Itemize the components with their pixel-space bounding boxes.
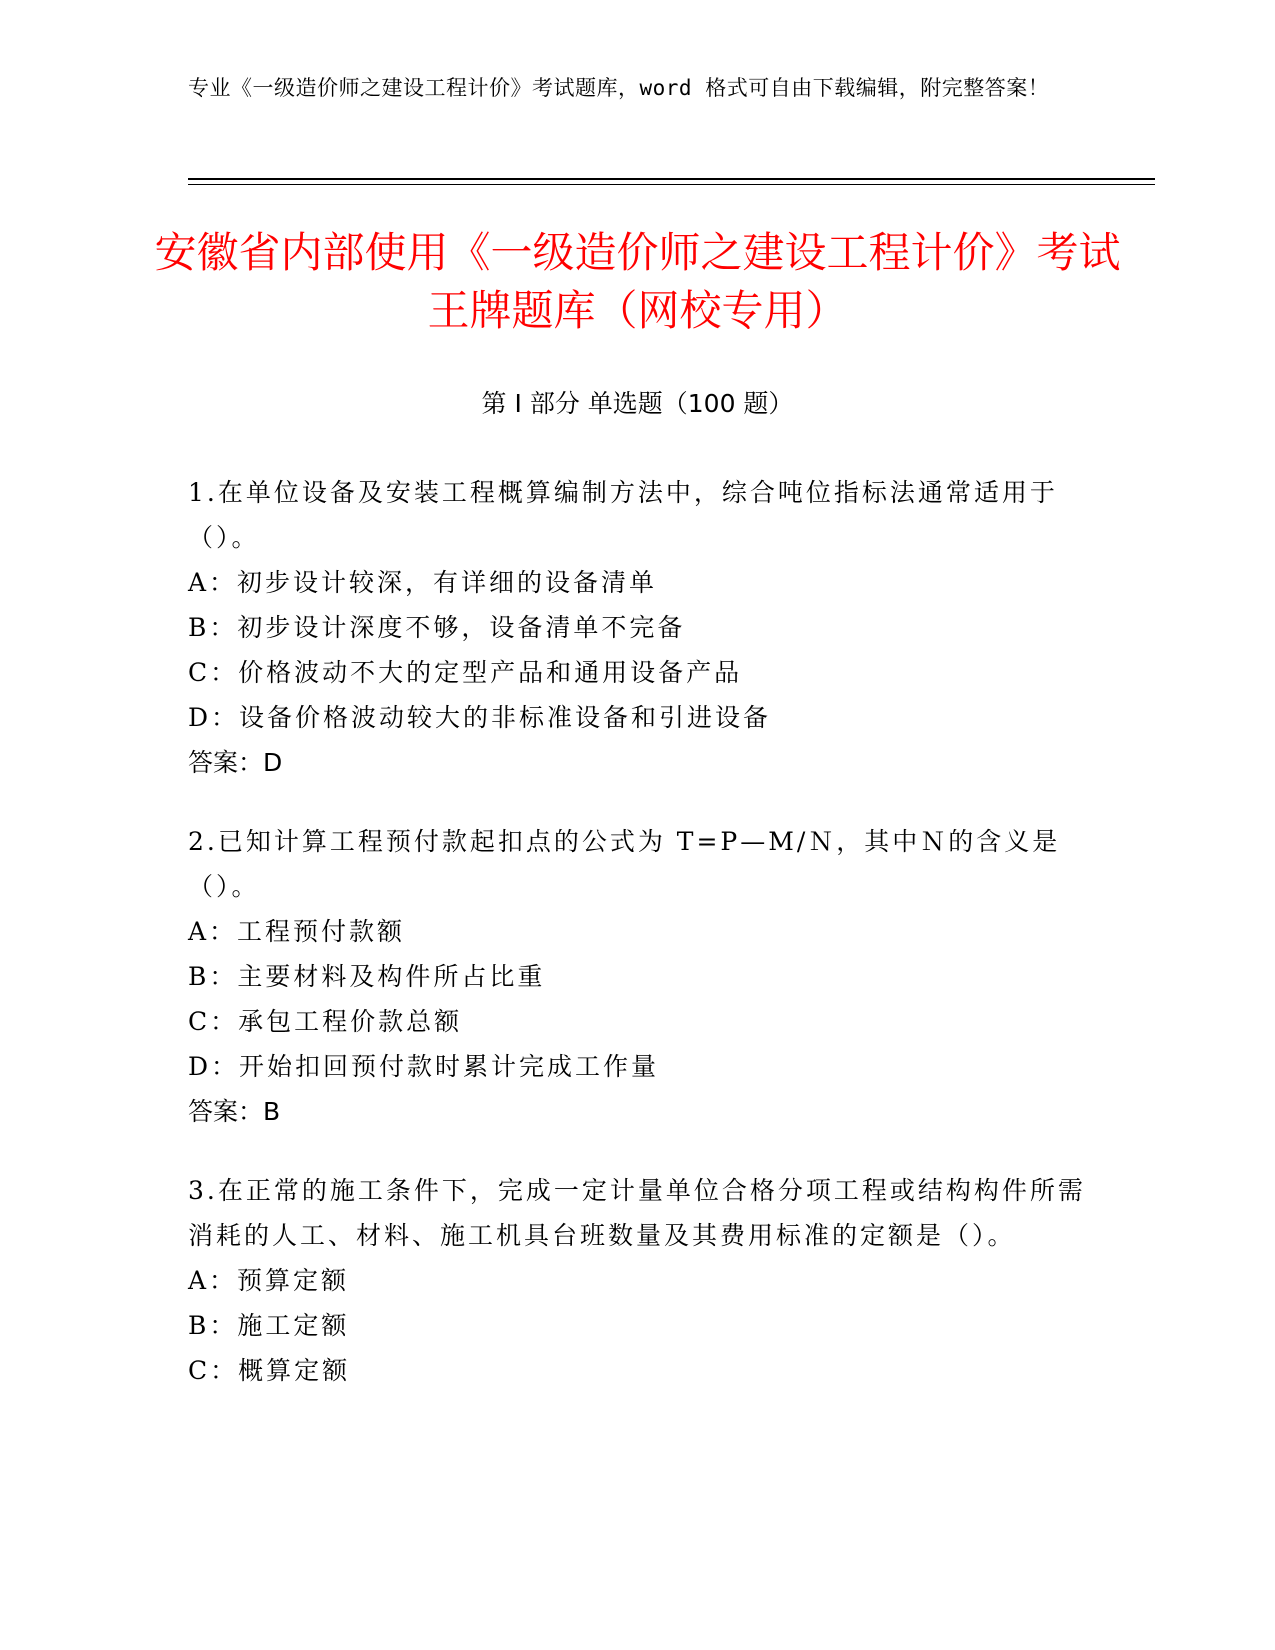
answer-line: 答案：B	[188, 1097, 281, 1126]
header-rule-thin	[188, 184, 1155, 185]
option-d: D：设备价格波动较大的非标准设备和引进设备	[188, 703, 772, 732]
section-heading: 第 I 部分 单选题（100 题）	[481, 389, 794, 418]
option-b: B：初步设计深度不够，设备清单不完备	[188, 613, 686, 642]
question-2	[188, 819, 1088, 1134]
option-d: D：开始扣回预付款时累计完成工作量	[188, 1052, 660, 1081]
question-stem: 1.在单位设备及安装工程概算编制方法中，综合吨位指标法通常适用于（）。	[188, 478, 1058, 552]
option-a: A：初步设计较深，有详细的设备清单	[188, 568, 658, 597]
option-b: B：主要材料及构件所占比重	[188, 962, 546, 991]
document-title: 安徽省内部使用《一级造价师之建设工程计价》考试王牌题库（网校专用）	[154, 228, 1121, 335]
answer-line: 答案：D	[188, 748, 283, 777]
option-c: C：概算定额	[188, 1356, 351, 1385]
option-a: A：工程预付款额	[188, 917, 406, 946]
question-1	[188, 470, 1088, 785]
option-c: C：承包工程价款总额	[188, 1007, 463, 1036]
header-note: 专业《一级造价师之建设工程计价》考试题库，word 格式可自由下载编辑，附完整答案！	[188, 76, 1050, 100]
option-c: C：价格波动不大的定型产品和通用设备产品	[188, 658, 743, 687]
option-b: B：施工定额	[188, 1311, 350, 1340]
question-stem: 3.在正常的施工条件下，完成一定计量单位合格分项工程或结构构件所需消耗的人工、材料、施工机具台班数量及其费用标准的定额是（）。	[188, 1176, 1086, 1250]
option-a: A：预算定额	[188, 1266, 350, 1295]
header-rule-thick	[188, 178, 1155, 180]
question-3	[188, 1168, 1088, 1393]
question-list	[188, 470, 1088, 1427]
question-stem: 2.已知计算工程预付款起扣点的公式为 T=P—M/Ｎ，其中Ｎ的含义是（）。	[188, 827, 1061, 901]
